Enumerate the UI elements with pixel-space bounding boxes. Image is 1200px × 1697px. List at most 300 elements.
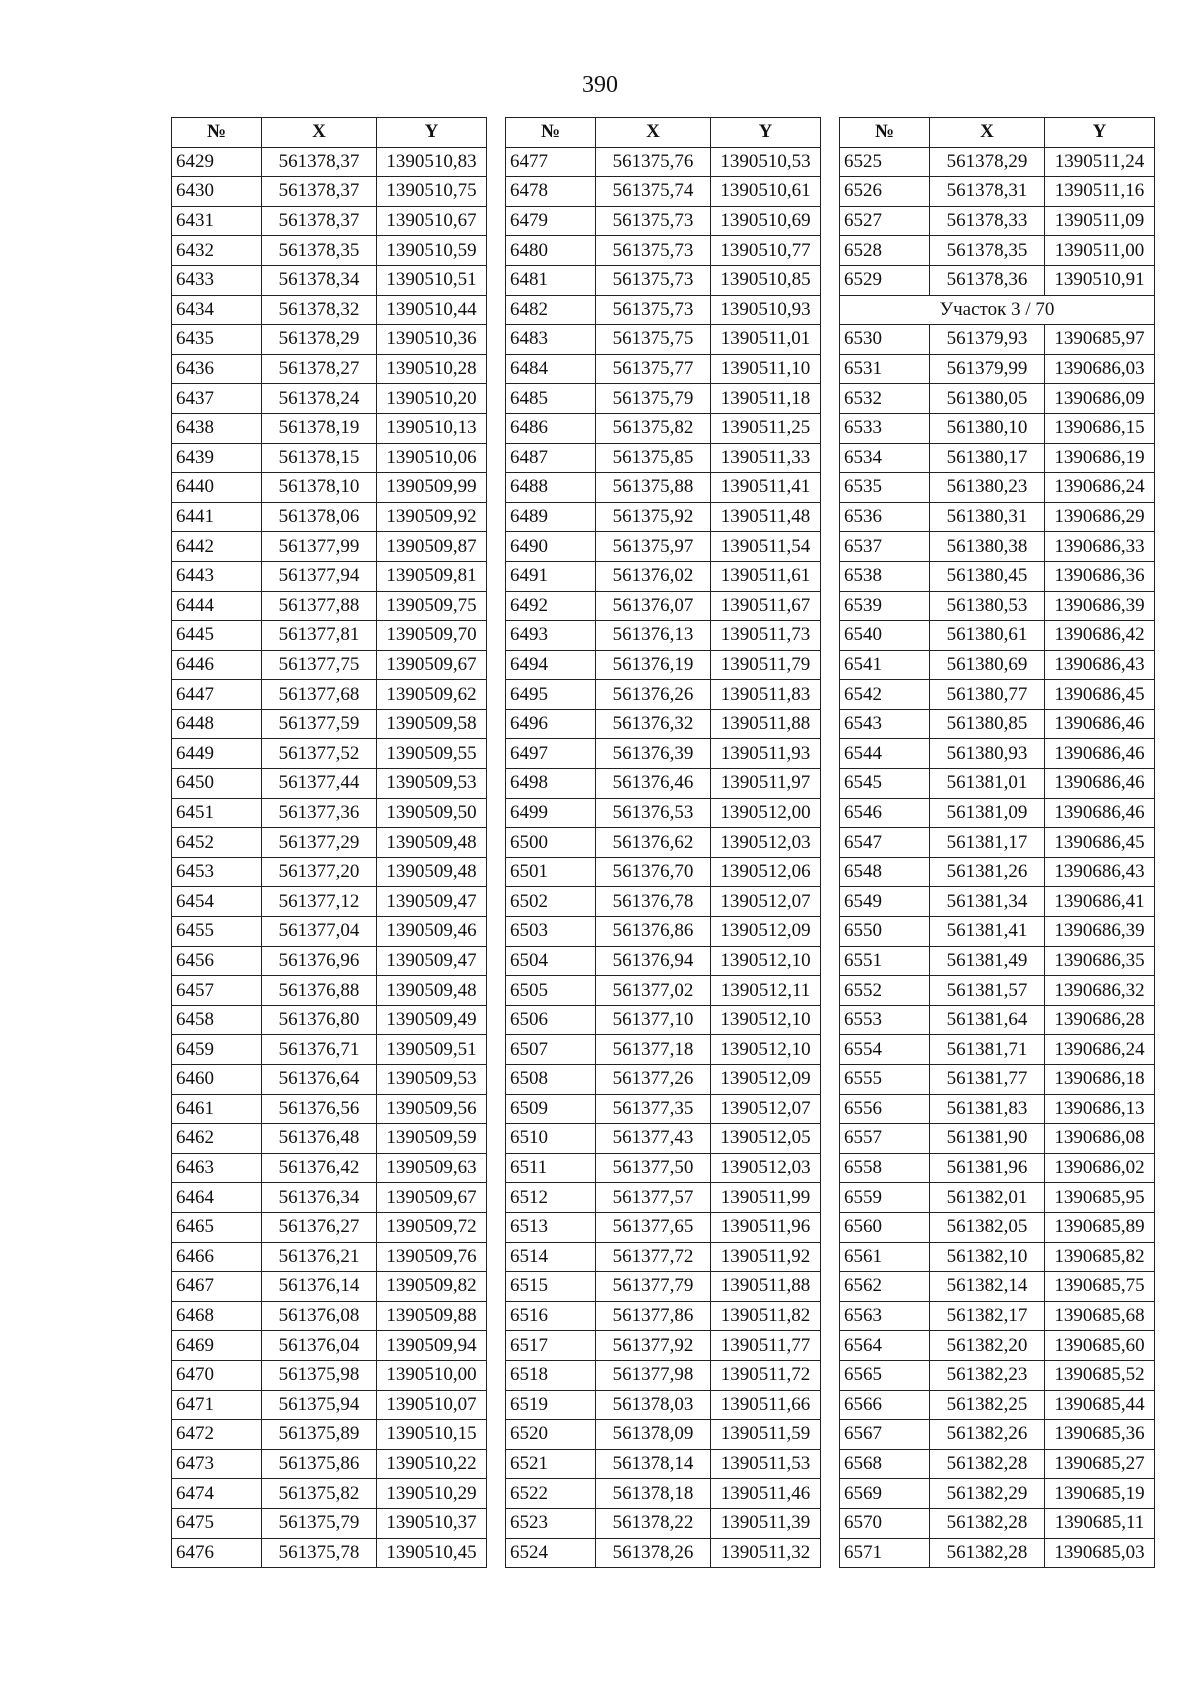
cell-number: 6562 [840,1272,930,1302]
cell-y: 1390510,22 [377,1449,487,1479]
table-row [840,1479,1155,1509]
table-row [172,709,487,739]
cell-number: 6508 [506,1065,596,1095]
cell-x: 561380,69 [930,650,1045,680]
cell-y: 1390511,88 [711,1272,821,1302]
cell-x: 561378,19 [262,413,377,443]
table-row [840,561,1155,591]
cell-y: 1390509,48 [377,976,487,1006]
cell-y: 1390686,42 [1045,621,1155,651]
cell-x: 561377,50 [596,1153,711,1183]
cell-y: 1390686,35 [1045,946,1155,976]
cell-y: 1390686,45 [1045,680,1155,710]
cell-y: 1390686,46 [1045,798,1155,828]
table-row [172,1508,487,1538]
cell-x: 561380,17 [930,443,1045,473]
table-row [840,473,1155,503]
table-row [506,1005,821,1035]
cell-x: 561377,04 [262,917,377,947]
cell-x: 561375,82 [262,1479,377,1509]
table-row [172,1390,487,1420]
cell-y: 1390509,76 [377,1242,487,1272]
table-row [840,443,1155,473]
cell-number: 6569 [840,1479,930,1509]
cell-x: 561382,17 [930,1301,1045,1331]
cell-y: 1390509,58 [377,709,487,739]
cell-y: 1390509,63 [377,1153,487,1183]
table-row [840,739,1155,769]
cell-y: 1390510,44 [377,295,487,325]
cell-x: 561375,75 [596,325,711,355]
table-row [840,1035,1155,1065]
cell-number: 6444 [172,591,262,621]
cell-number: 6571 [840,1538,930,1568]
cell-number: 6460 [172,1065,262,1095]
cell-y: 1390509,75 [377,591,487,621]
cell-number: 6561 [840,1242,930,1272]
table-row [840,828,1155,858]
table-row [840,976,1155,1006]
cell-x: 561380,93 [930,739,1045,769]
cell-y: 1390510,29 [377,1479,487,1509]
cell-number: 6533 [840,413,930,443]
section-row [840,295,1155,325]
table-row [172,976,487,1006]
cell-y: 1390509,81 [377,561,487,591]
table-row [172,1242,487,1272]
table-row [506,1538,821,1568]
cell-x: 561378,06 [262,502,377,532]
cell-y: 1390511,96 [711,1212,821,1242]
cell-x: 561382,29 [930,1479,1045,1509]
table-row [506,1242,821,1272]
cell-x: 561376,27 [262,1212,377,1242]
cell-number: 6512 [506,1183,596,1213]
table-row [506,1272,821,1302]
cell-x: 561378,37 [262,206,377,236]
table-row [172,177,487,207]
cell-number: 6541 [840,650,930,680]
cell-y: 1390509,67 [377,650,487,680]
cell-x: 561378,24 [262,384,377,414]
cell-y: 1390509,62 [377,680,487,710]
table-row [172,1035,487,1065]
cell-x: 561375,85 [596,443,711,473]
cell-y: 1390510,77 [711,236,821,266]
cell-x: 561378,32 [262,295,377,325]
cell-number: 6531 [840,354,930,384]
table-row [172,591,487,621]
table-row [506,384,821,414]
table-row [840,1272,1155,1302]
cell-x: 561377,35 [596,1094,711,1124]
cell-y: 1390511,41 [711,473,821,503]
table-row [840,1212,1155,1242]
cell-x: 561382,28 [930,1449,1045,1479]
table-row [172,561,487,591]
cell-x: 561377,99 [262,532,377,562]
cell-number: 6456 [172,946,262,976]
table-row [172,828,487,858]
cell-x: 561378,35 [262,236,377,266]
cell-number: 6567 [840,1420,930,1450]
table-row [506,650,821,680]
cell-x: 561376,80 [262,1005,377,1035]
table-row [506,1065,821,1095]
table-row [172,1065,487,1095]
table-row [506,1420,821,1450]
cell-number: 6525 [840,147,930,177]
cell-x: 561378,37 [262,177,377,207]
table-row [840,621,1155,651]
cell-y: 1390511,33 [711,443,821,473]
cell-y: 1390511,53 [711,1449,821,1479]
cell-y: 1390685,68 [1045,1301,1155,1331]
table-row [172,502,487,532]
cell-number: 6429 [172,147,262,177]
table-row [506,739,821,769]
table-row [506,1183,821,1213]
cell-x: 561381,41 [930,917,1045,947]
cell-x: 561376,46 [596,769,711,799]
cell-x: 561377,86 [596,1301,711,1331]
cell-x: 561381,90 [930,1124,1045,1154]
cell-number: 6565 [840,1360,930,1390]
cell-y: 1390686,18 [1045,1065,1155,1095]
cell-number: 6466 [172,1242,262,1272]
table-row [172,946,487,976]
table-row [840,206,1155,236]
cell-x: 561375,94 [262,1390,377,1420]
cell-y: 1390685,60 [1045,1331,1155,1361]
table-row [506,473,821,503]
table-row [840,1094,1155,1124]
cell-x: 561378,29 [262,325,377,355]
table-row [506,1124,821,1154]
cell-y: 1390512,07 [711,1094,821,1124]
cell-number: 6535 [840,473,930,503]
table-row [506,295,821,325]
table-row [840,1538,1155,1568]
cell-y: 1390510,75 [377,177,487,207]
cell-x: 561375,89 [262,1420,377,1450]
cell-y: 1390512,00 [711,798,821,828]
cell-y: 1390509,53 [377,1065,487,1095]
cell-number: 6503 [506,917,596,947]
cell-y: 1390510,61 [711,177,821,207]
cell-x: 561376,42 [262,1153,377,1183]
cell-x: 561377,10 [596,1005,711,1035]
cell-number: 6446 [172,650,262,680]
table-row [506,828,821,858]
cell-x: 561378,03 [596,1390,711,1420]
table-row [506,621,821,651]
cell-y: 1390686,09 [1045,384,1155,414]
cell-number: 6505 [506,976,596,1006]
cell-number: 6537 [840,532,930,562]
cell-x: 561375,73 [596,236,711,266]
cell-x: 561377,88 [262,591,377,621]
cell-y: 1390686,43 [1045,857,1155,887]
cell-y: 1390511,73 [711,621,821,651]
table-row [506,857,821,887]
cell-x: 561376,19 [596,650,711,680]
cell-x: 561377,75 [262,650,377,680]
cell-number: 6522 [506,1479,596,1509]
cell-x: 561376,70 [596,857,711,887]
cell-y: 1390511,79 [711,650,821,680]
table-body [172,147,487,1568]
table-row [172,384,487,414]
cell-x: 561382,26 [930,1420,1045,1450]
cell-x: 561382,25 [930,1390,1045,1420]
cell-y: 1390511,92 [711,1242,821,1272]
cell-number: 6479 [506,206,596,236]
cell-y: 1390509,53 [377,769,487,799]
cell-number: 6438 [172,413,262,443]
cell-y: 1390509,87 [377,532,487,562]
cell-number: 6488 [506,473,596,503]
cell-x: 561377,81 [262,621,377,651]
cell-x: 561376,78 [596,887,711,917]
table-row [506,1153,821,1183]
cell-number: 6549 [840,887,930,917]
cell-x: 561376,48 [262,1124,377,1154]
cell-x: 561375,92 [596,502,711,532]
table-row [840,650,1155,680]
cell-number: 6472 [172,1420,262,1450]
cell-number: 6493 [506,621,596,651]
cell-number: 6513 [506,1212,596,1242]
column-header-number: № [840,118,930,148]
cell-y: 1390512,10 [711,946,821,976]
cell-number: 6564 [840,1331,930,1361]
cell-x: 561380,05 [930,384,1045,414]
cell-x: 561381,71 [930,1035,1045,1065]
table-row [172,236,487,266]
table-row [840,917,1155,947]
cell-number: 6494 [506,650,596,680]
cell-number: 6484 [506,354,596,384]
cell-x: 561382,14 [930,1272,1045,1302]
table-row [172,532,487,562]
cell-x: 561375,79 [262,1508,377,1538]
table-row [506,206,821,236]
table-row [840,1390,1155,1420]
table-row [506,443,821,473]
cell-x: 561378,09 [596,1420,711,1450]
table-row [506,709,821,739]
cell-y: 1390686,19 [1045,443,1155,473]
cell-x: 561377,79 [596,1272,711,1302]
cell-number: 6481 [506,265,596,295]
cell-y: 1390510,51 [377,265,487,295]
column-header-x: X [262,118,377,148]
cell-x: 561377,44 [262,769,377,799]
cell-y: 1390512,07 [711,887,821,917]
cell-x: 561375,82 [596,413,711,443]
cell-y: 1390686,08 [1045,1124,1155,1154]
cell-y: 1390511,39 [711,1508,821,1538]
cell-y: 1390510,13 [377,413,487,443]
table-row [172,1301,487,1331]
cell-number: 6455 [172,917,262,947]
cell-y: 1390511,48 [711,502,821,532]
table-row [172,887,487,917]
cell-number: 6563 [840,1301,930,1331]
cell-x: 561377,29 [262,828,377,858]
cell-number: 6547 [840,828,930,858]
cell-x: 561378,37 [262,147,377,177]
cell-y: 1390509,67 [377,1183,487,1213]
cell-y: 1390686,33 [1045,532,1155,562]
cell-x: 561376,94 [596,946,711,976]
cell-number: 6499 [506,798,596,828]
cell-y: 1390512,09 [711,917,821,947]
cell-number: 6459 [172,1035,262,1065]
cell-number: 6482 [506,295,596,325]
cell-y: 1390686,02 [1045,1153,1155,1183]
cell-number: 6504 [506,946,596,976]
table-row [172,1153,487,1183]
cell-number: 6458 [172,1005,262,1035]
cell-number: 6439 [172,443,262,473]
table-row [840,1183,1155,1213]
table-row [172,473,487,503]
cell-x: 561376,04 [262,1331,377,1361]
table-row [840,1508,1155,1538]
cell-x: 561380,23 [930,473,1045,503]
table-row [172,857,487,887]
cell-number: 6450 [172,769,262,799]
cell-number: 6435 [172,325,262,355]
cell-y: 1390511,25 [711,413,821,443]
cell-x: 561379,99 [930,354,1045,384]
coordinates-table-1 [171,117,487,1568]
cell-number: 6528 [840,236,930,266]
cell-y: 1390510,83 [377,147,487,177]
cell-y: 1390511,93 [711,739,821,769]
cell-x: 561376,96 [262,946,377,976]
table-row [840,1065,1155,1095]
cell-y: 1390509,47 [377,887,487,917]
cell-number: 6560 [840,1212,930,1242]
cell-number: 6515 [506,1272,596,1302]
cell-y: 1390686,41 [1045,887,1155,917]
table-row [506,769,821,799]
table-row [840,1242,1155,1272]
cell-y: 1390510,00 [377,1360,487,1390]
cell-y: 1390685,19 [1045,1479,1155,1509]
cell-x: 561375,98 [262,1360,377,1390]
table-row [506,1301,821,1331]
cell-y: 1390510,69 [711,206,821,236]
table-body [506,147,821,1568]
cell-x: 561382,20 [930,1331,1045,1361]
cell-y: 1390686,43 [1045,650,1155,680]
cell-y: 1390686,15 [1045,413,1155,443]
table-row [840,1005,1155,1035]
cell-x: 561377,94 [262,561,377,591]
cell-y: 1390509,56 [377,1094,487,1124]
column-header-number: № [172,118,262,148]
cell-number: 6507 [506,1035,596,1065]
cell-x: 561382,23 [930,1360,1045,1390]
cell-y: 1390511,32 [711,1538,821,1568]
cell-number: 6517 [506,1331,596,1361]
cell-y: 1390686,13 [1045,1094,1155,1124]
cell-number: 6540 [840,621,930,651]
cell-y: 1390685,75 [1045,1272,1155,1302]
table-row [840,887,1155,917]
cell-y: 1390511,24 [1045,147,1155,177]
cell-number: 6480 [506,236,596,266]
cell-x: 561380,61 [930,621,1045,651]
table-row [506,1479,821,1509]
cell-x: 561376,32 [596,709,711,739]
column-header-y: Y [1045,118,1155,148]
table-row [840,413,1155,443]
cell-x: 561375,73 [596,295,711,325]
cell-y: 1390685,95 [1045,1183,1155,1213]
cell-y: 1390685,44 [1045,1390,1155,1420]
table-row [840,354,1155,384]
cell-number: 6434 [172,295,262,325]
cell-y: 1390509,94 [377,1331,487,1361]
cell-number: 6436 [172,354,262,384]
cell-x: 561375,76 [596,147,711,177]
cell-number: 6551 [840,946,930,976]
column-header-x: X [930,118,1045,148]
cell-x: 561378,14 [596,1449,711,1479]
cell-x: 561376,21 [262,1242,377,1272]
cell-y: 1390512,10 [711,1035,821,1065]
page-number: 390 [582,72,618,98]
cell-number: 6520 [506,1420,596,1450]
table-row [172,1479,487,1509]
cell-y: 1390686,32 [1045,976,1155,1006]
table-row [506,798,821,828]
column-header-number: № [506,118,596,148]
table-row [506,887,821,917]
cell-x: 561378,22 [596,1508,711,1538]
section-label: Участок 3 / 70 [840,295,1155,325]
cell-number: 6506 [506,1005,596,1035]
cell-x: 561380,45 [930,561,1045,591]
coordinates-table-2 [505,117,821,1568]
column-header-y: Y [711,118,821,148]
cell-y: 1390512,06 [711,857,821,887]
cell-y: 1390510,37 [377,1508,487,1538]
cell-x: 561378,18 [596,1479,711,1509]
table-row [840,502,1155,532]
cell-y: 1390686,03 [1045,354,1155,384]
cell-x: 561378,10 [262,473,377,503]
table-row [840,325,1155,355]
table-row [840,857,1155,887]
table-row [506,917,821,947]
cell-x: 561376,02 [596,561,711,591]
cell-x: 561377,65 [596,1212,711,1242]
cell-number: 6553 [840,1005,930,1035]
cell-x: 561377,68 [262,680,377,710]
cell-x: 561380,53 [930,591,1045,621]
cell-y: 1390509,49 [377,1005,487,1035]
cell-y: 1390686,46 [1045,769,1155,799]
cell-number: 6447 [172,680,262,710]
cell-y: 1390511,83 [711,680,821,710]
cell-x: 561378,33 [930,206,1045,236]
